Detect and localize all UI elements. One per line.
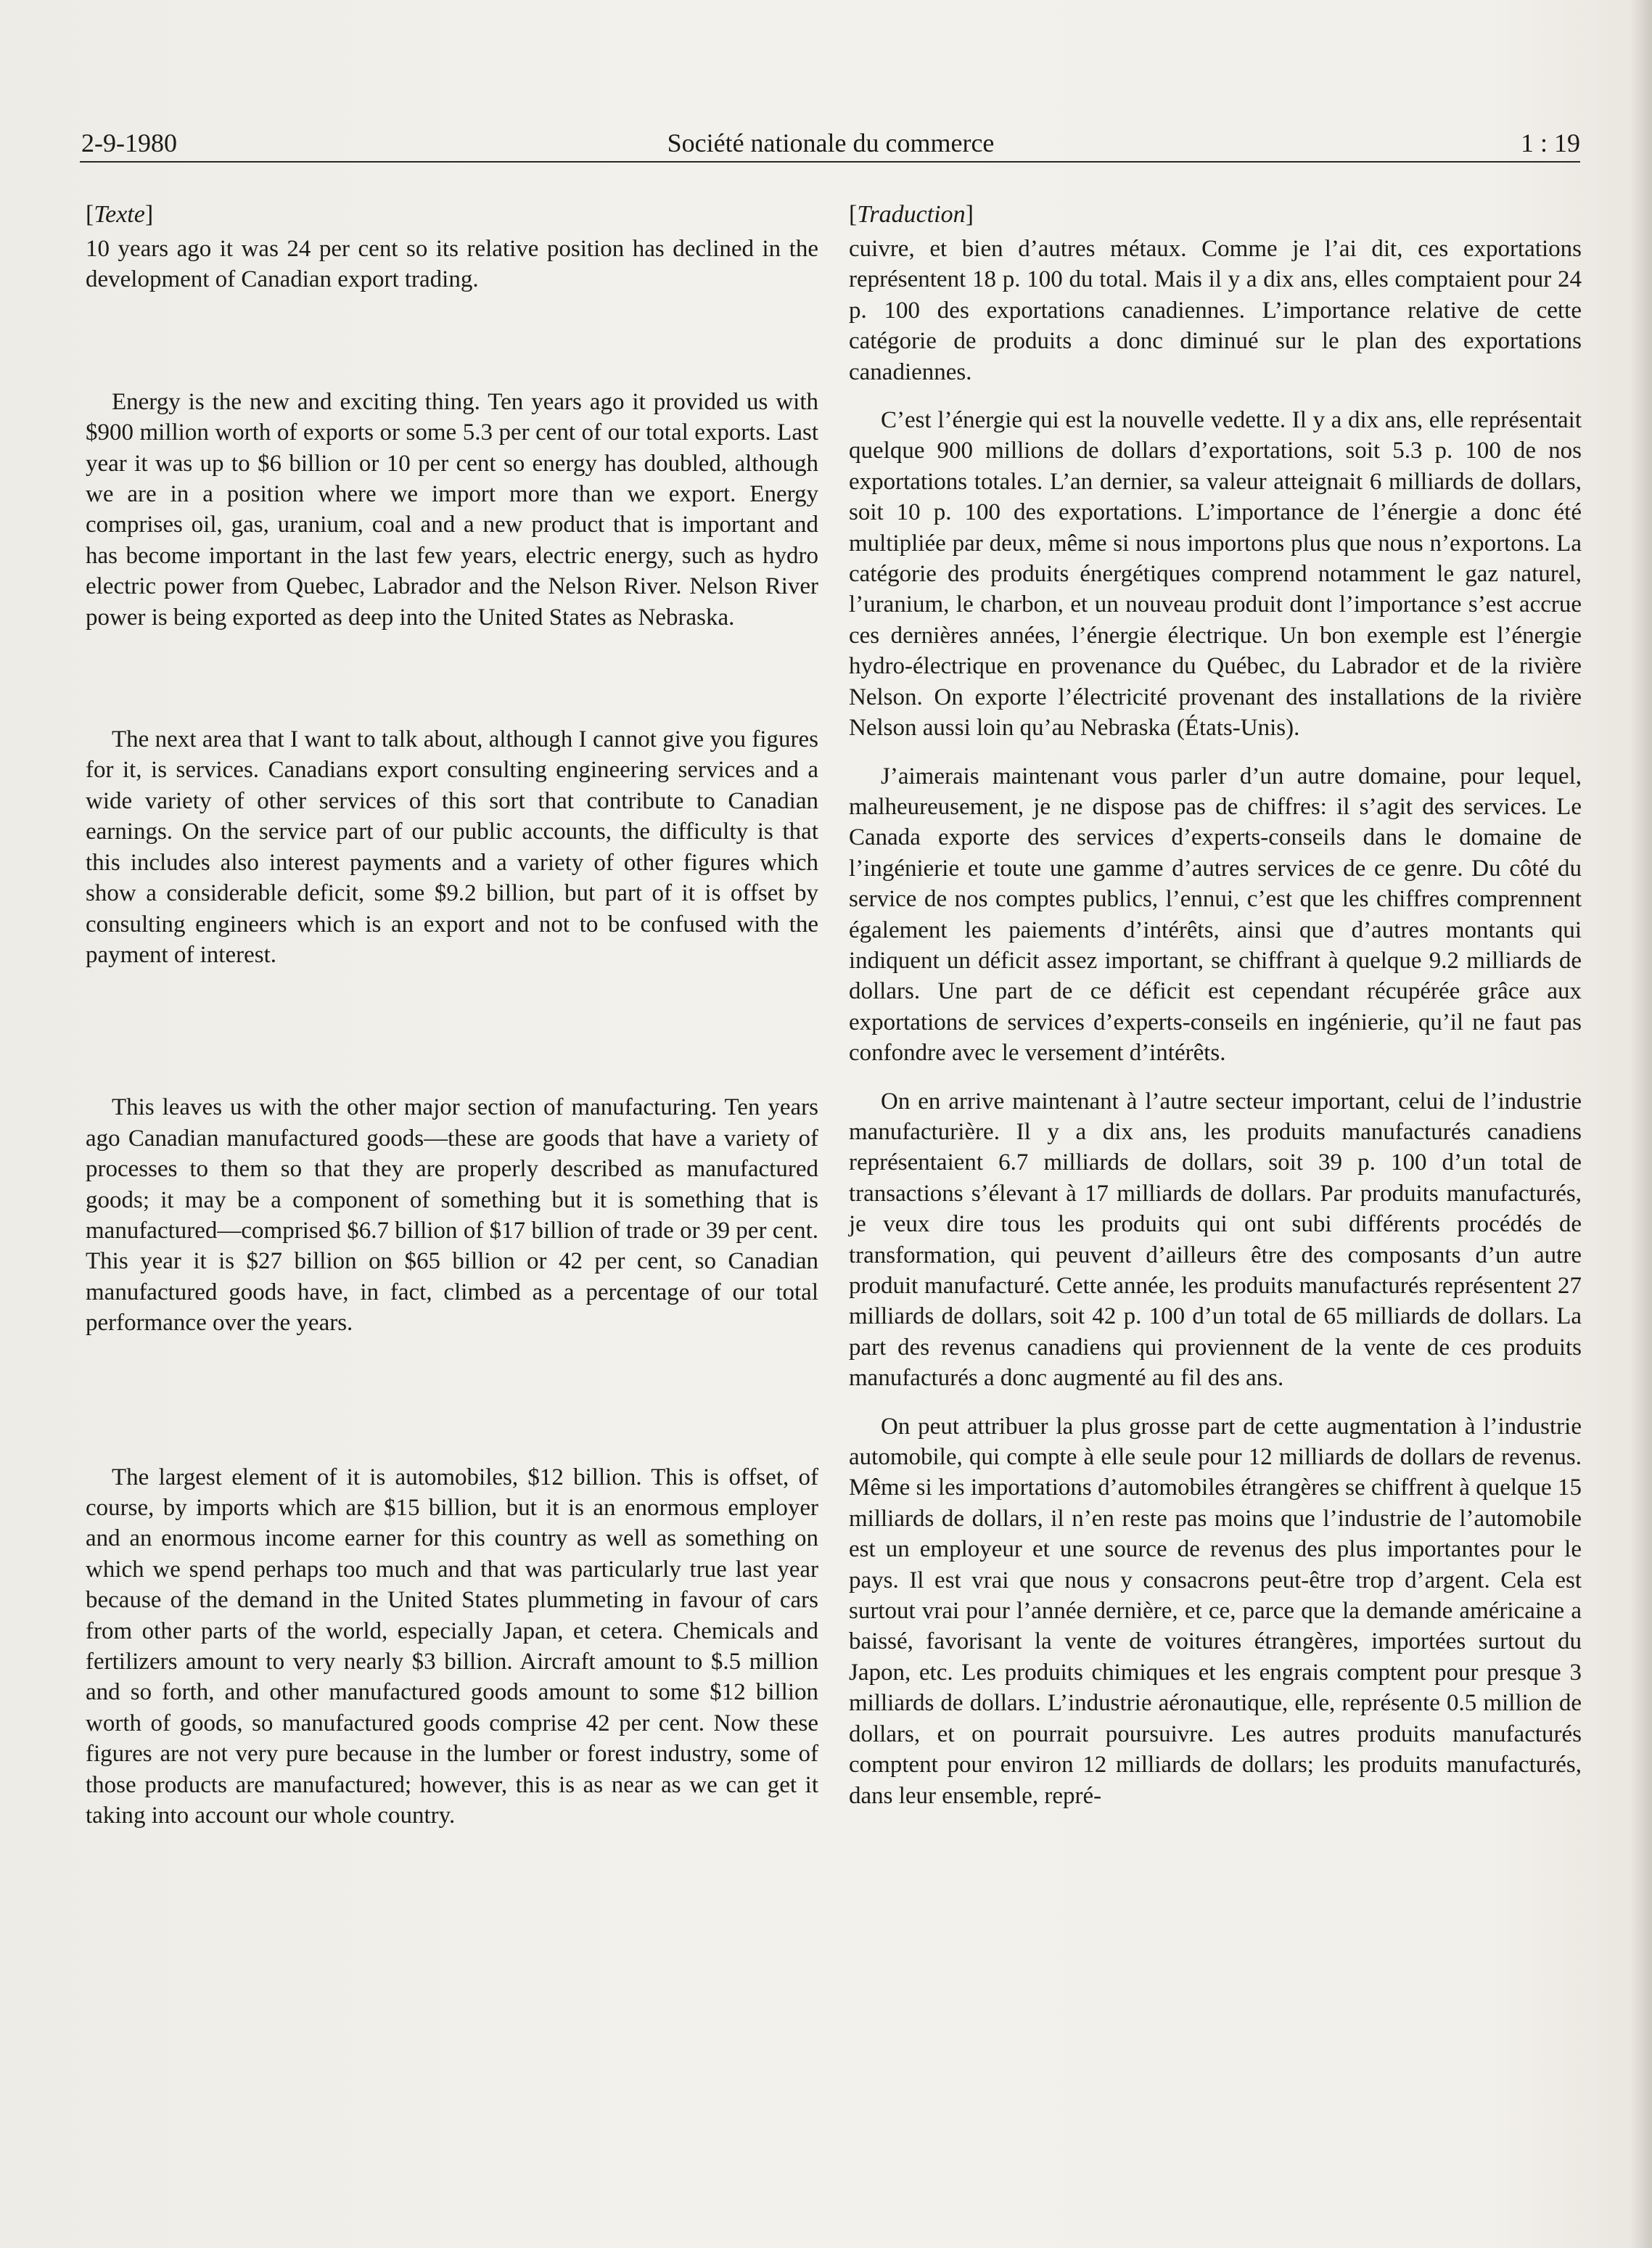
french-paragraph-5: On peut attribuer la plus grosse part de cette augmentation à l’industrie automobile, qui compte à elle seule pour 12 milliards de dollars de revenus. Même si les importations d’automobiles étrangères se chiffrent à quelque 15 milliards de dollars, il n’en reste pas moins que l’industrie de l’automobile est un employeur et une source de revenus des plus importantes pour le pays. Il est vrai que nous y consacrons peut-être trop d’argent. Cela est surtout vrai pour l’année dernière, et ce, parce que la demande américaine a baissé, favorisant la vente de voitures étrangères, importées surtout du Japon, etc. Les produits chimiques et les engrais comptent pour presque 3 milliards de dollars. L’industrie aéronautique, elle, représente 0.5 million de dollars, et on pourrait poursuivre. Les autres produits manufacturés comptent pour environ 12 milliards de dollars; les produits manufacturés, dans leur ensemble, repré- (849, 1413, 1582, 1809)
french-paragraph-2: C’est l’énergie qui est la nouvelle vedette. Il y a dix ans, elle représentait quelque 900 millions de dollars d’exportations, soit 5.3 p. 100 de nos exportations totales. L’an dernier, sa valeur atteignait 6 milliards de dollars, soit 10 p. 100 des exportations. L’importance de l’énergie a donc été multipliée par deux, même si nous importons plus que nous n’exportons. La catégorie des produits énergétiques comprend notamment le gaz naturel, l’uranium, le charbon, et un nouveau produit dont l’importance s’est accrue ces dernières années, l’énergie électrique. Un bon exemple est l’énergie hydro-électrique en provenance du Québec, du Labrador et de la rivière Nelson. On exporte l’électricité provenant des installations de la rivière Nelson aussi loin qu’au Nebraska (États-Unis). (849, 407, 1582, 742)
english-label-text: Texte (94, 201, 145, 228)
header-title: Société nationale du commerce (667, 128, 995, 157)
column-gap (86, 970, 818, 1092)
french-label-text: Traduction (857, 201, 966, 228)
french-paragraph-4: On en arrive maintenant à l’autre secteur important, celui de l’industrie manufacturière. Il y a dix ans, les produits manufacturés canadiens représentaient 6.7 milliards de dollars, soit 39 p. 100 d’un total de transactions s’élevant à 17 milliards de dollars. Par produits manufacturés, je veux dire tous les produits qui ont subi différents procédés de transformation, qui peuvent d’ailleurs être des composants d’un autre produit manufacturé. Cette année, les produits manufacturés représentent 27 milliards de dollars, soit 42 p. 100 d’un total de 65 milliards de dollars. La part des revenus canadiens qui proviennent de la vente de ces produits manufacturés a donc augmenté au fil des ans. (849, 1088, 1582, 1392)
english-paragraph-1: 10 years ago it was 24 per cent so its relative position has declined in the development of Canadian export trading. (86, 236, 818, 293)
column-gap (86, 295, 818, 387)
page-binding-shadow (1630, 0, 1652, 2248)
header-rule (80, 161, 1580, 163)
english-paragraph-4: This leaves us with the other major section of manufacturing. Ten years ago Canadian manufactured goods—these are goods that have a variety of processes to them so that they are properly described as manufactured goods; it may be a component of something but it is something that is manufactured—comprised $6.7 billion of $17 billion of trade or 39 per cent. This year it is $27 billion on $65 billion or 42 per cent, so Canadian manufactured goods have, in fact, climbed as a percentage of our total performance over the years. (86, 1094, 818, 1337)
english-paragraph-2: Energy is the new and exciting thing. Ten years ago it provided us with $900 million worth of exports or some 5.3 per cent of our total exports. Last year it was up to $6 billion or 10 per cent so energy has doubled, although we are in a position where we import more than we export. Energy comprises oil, gas, uranium, coal and a new product that is important and has become important in the last few years, electric energy, such as hydro electric power from Quebec, Labrador and the Nelson River. Nelson River power is being exported as deep into the United States as Nebraska. (86, 388, 818, 631)
column-gap (86, 1339, 818, 1462)
french-paragraph-1: cuivre, et bien d’autres métaux. Comme je l’ai dit, ces exportations représentent 18 p. 100 du total. Mais il y a dix ans, elles comptaient pour 24 p. 100 des exportations canadiennes. L’importance relative de cette catégorie de produits a donc diminué sur le plan des exportations canadiennes. (849, 236, 1582, 385)
french-column (849, 196, 1582, 1811)
column-gap (86, 633, 818, 724)
english-column-label: [Texte] (86, 201, 154, 228)
english-column (86, 196, 818, 1831)
header-page-number: 1 : 19 (1520, 128, 1580, 157)
french-paragraph-3: J’aimerais maintenant vous parler d’un autre domaine, pour lequel, malheureusement, je ne dispose pas de chiffres: il s’agit des services. Le Canada exporte des services d’experts-conseils dans le domaine de l’ingénierie et toute une gamme d’autres services de ce genre. Du côté du service de nos comptes publics, l’ennui, c’est que les chiffres comprennent également les paiements d’intérêts, ainsi que d’autres montants qui indiquent un déficit assez important, se chiffrant à quelque 9.2 milliards de dollars. Une part de ce déficit est cependant récupérée grâce aux exportations de services d’experts-conseils en ingénierie, qu’il ne faut pas confondre avec le versement d’intérêts. (849, 763, 1582, 1067)
header-date: 2-9-1980 (81, 128, 177, 157)
english-paragraph-3: The next area that I want to talk about, although I cannot give you figures for it, is services. Canadians export consulting engineering services and a wide variety of other services of this sort that contribute to Canadian earnings. On the service part of our public accounts, the difficulty is that this includes also interest payments and a variety of other figures which show a considerable deficit, some $9.2 billion, but part of it is offset by consulting engineers which is an export and not to be confused with the payment of interest. (86, 726, 818, 968)
english-paragraph-5: The largest element of it is automobiles, $12 billion. This is offset, of course, by imports which are $15 billion, but it is an enormous employer and an enormous income earner for this country as well as something on which we spend perhaps too much and that was particularly true last year because of the demand in the United States plummeting in favour of cars from other parts of the world, especially Japan, et cetera. Chemicals and fertilizers amount to very nearly $3 billion. Aircraft amount to $.5 million and so forth, and other manufactured goods amount to some $12 billion worth of goods, so manufactured goods comprise 42 per cent. Now these figures are not very pure because in the lumber or forest industry, some of those products are manufactured; however, this is as near as we can get it taking into account our whole country. (86, 1464, 818, 1829)
running-header (81, 125, 1580, 161)
french-column-label: [Traduction] (849, 201, 974, 228)
